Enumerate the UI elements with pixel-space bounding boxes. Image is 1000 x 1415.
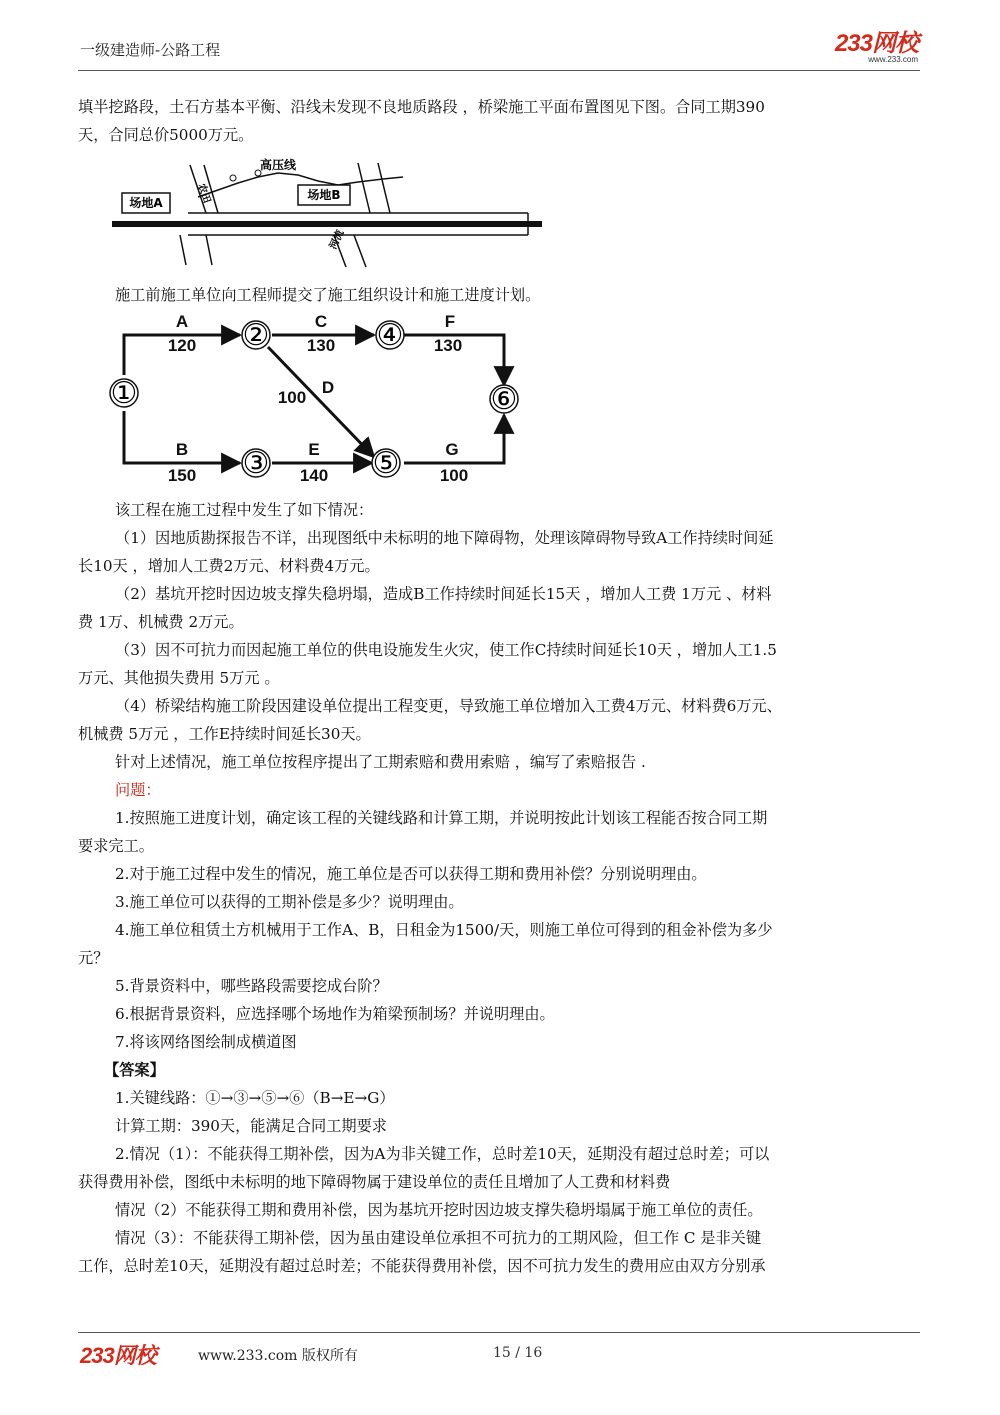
- road-main-line: [112, 221, 542, 227]
- question-3: 3.施工单位可以获得的工期补偿是多少？说明理由。: [115, 893, 464, 911]
- activity-E-duration: 140: [299, 466, 329, 485]
- activity-E-name: E: [308, 440, 320, 459]
- question-1-line-2: 要求完工。: [78, 837, 154, 855]
- situations-intro: 该工程在施工过程中发生了如下情况：: [115, 501, 374, 519]
- intro-line-2: 天，合同总价5000万元。: [78, 126, 254, 144]
- answer-2-case-2: 情况（2）不能获得工期和费用补偿，因为基坑开挖时因边坡支撑失稳坍塌属于施工单位的责任。: [115, 1201, 763, 1219]
- high-voltage-label: 高压线: [259, 158, 297, 172]
- situation-3-line-2: 万元、其他损失费用 5万元 。: [78, 669, 280, 687]
- situation-4-line-2: 机械费 5万元 ，工作E持续时间延长30天。: [78, 725, 371, 743]
- submission-text-block: [78, 281, 920, 309]
- river-label: 河流: [327, 228, 347, 252]
- activity-B-duration: 150: [167, 466, 197, 485]
- page-footer: [78, 1332, 920, 1373]
- question-7: 7.将该网络图绘制成横道图: [115, 1033, 297, 1051]
- intro-text: [78, 93, 920, 149]
- answer-2-line-1: 2.情况（1）：不能获得工期补偿，因为A为非关键工作，总时差10天，延期没有超过总时差；可以: [115, 1145, 770, 1163]
- footer-copyright: www.233.com 版权所有: [198, 1348, 358, 1364]
- farmland-label: 农田: [195, 182, 213, 205]
- situation-1-line-1: （1）因地质勘探报告不详，出现图纸中未标明的地下障碍物，处理该障碍物导致A工作持续时间延: [115, 529, 774, 547]
- activity-D-name: D: [321, 378, 335, 397]
- main-body: [78, 496, 920, 1280]
- answers-heading: 【答案】: [104, 1061, 165, 1079]
- logo-text: 233网校: [834, 30, 918, 57]
- activity-A-duration: 120: [167, 336, 197, 355]
- page-number: 15 / 16: [493, 1345, 543, 1361]
- situation-2-line-1: （2）基坑开挖时因边坡支撑失稳坍塌，造成B工作持续时间延长15天 ，增加人工费 1万元 、材料: [115, 585, 772, 603]
- submission-text: 施工前施工单位向工程师提交了施工组织设计和施工进度计划。: [115, 286, 541, 304]
- header-title: 一级建造师-公路工程: [80, 41, 221, 59]
- question-6: 6.根据背景资料，应选择哪个场地作为箱梁预制场？并说明理由。: [115, 1005, 555, 1023]
- answer-2-case-3-line-2: 工作，总时差10天，延期没有超过总时差；不能获得费用补偿，因不可抗力发生的费用应由双方分别承: [78, 1257, 766, 1275]
- answer-2-line-2: 获得费用补偿，图纸中未标明的地下障碍物属于建设单位的责任且增加了人工费和材料费: [78, 1173, 671, 1191]
- answer-1: 1.关键线路：①→③→⑤→⑥（B→E→G）: [115, 1089, 395, 1107]
- activity-F-name: F: [444, 313, 456, 331]
- situation-3-line-1: （3）因不可抗力而因起施工单位的供电设施发生火灾，使工作C持续时间延长10天 ，增加人工1.5: [115, 641, 777, 659]
- intro-line-1: 填半挖路段，土石方基本平衡、沿线未发现不良地质路段 ，桥梁施工平面布置图见下图。合同工期390: [78, 98, 765, 116]
- situation-1-line-2: 长10天 ，增加人工费2万元、材料费4万元。: [78, 557, 380, 575]
- node-5: ⑤: [372, 446, 400, 481]
- question-4-line-2: 元？: [78, 949, 109, 967]
- questions-heading: 问题：: [115, 781, 161, 799]
- node-6: ⑥: [490, 382, 518, 417]
- node-2: ②: [242, 318, 270, 353]
- bridge-site-layout-figure: [108, 155, 548, 273]
- activity-A-name: A: [175, 313, 189, 331]
- activity-C-name: C: [314, 313, 328, 331]
- activity-F-duration: 130: [433, 336, 463, 355]
- page-header: [78, 30, 920, 71]
- activity-B-name: B: [175, 440, 189, 459]
- node-3: ③: [242, 446, 270, 481]
- activity-G-name: G: [445, 440, 459, 459]
- activity-D-duration: 100: [277, 388, 307, 407]
- situation-4-line-1: （4）桥梁结构施工阶段因建设单位提出工程变更，导致施工单位增加入工费4万元、材料费6万元、: [115, 697, 782, 715]
- answer-1-duration: 计算工期：390天，能满足合同工期要求: [115, 1117, 387, 1135]
- situation-2-line-2: 费 1万、机械费 2万元。: [78, 613, 244, 631]
- logo-url: www.233.com: [868, 55, 918, 64]
- claim-text: 针对上述情况，施工单位按程序提出了工期索赔和费用索赔 ，编写了索赔报告 .: [115, 753, 646, 771]
- node-4: ④: [376, 318, 404, 353]
- brand-logo: [835, 32, 918, 64]
- question-1-line-1: 1.按照施工进度计划，确定该工程的关键线路和计算工期，并说明按此计划该工程能否按合同工期: [115, 809, 768, 827]
- footer-logo: 233网校: [80, 1343, 156, 1368]
- activity-G-duration: 100: [439, 466, 469, 485]
- activity-C-duration: 130: [306, 336, 336, 355]
- question-4-line-1: 4.施工单位租赁土方机械用于工作A、B，日租金为1500/天，则施工单位可得到的租金补偿为多少: [115, 921, 773, 939]
- answer-2-case-3-line-1: 情况（3）：不能获得工期补偿，因为虽由建设单位承担不可抗力的工期风险，但工作 C 是非关键: [115, 1229, 762, 1247]
- site-b-label: 场地B: [307, 188, 341, 202]
- site-a-label: 场地A: [129, 196, 163, 210]
- node-1: ①: [110, 376, 138, 411]
- question-2: 2.对于施工过程中发生的情况，施工单位是否可以获得工期和费用补偿？分别说明理由。: [115, 865, 707, 883]
- network-diagram: [106, 313, 526, 493]
- question-5: 5.背景资料中，哪些路段需要挖成台阶？: [115, 977, 388, 995]
